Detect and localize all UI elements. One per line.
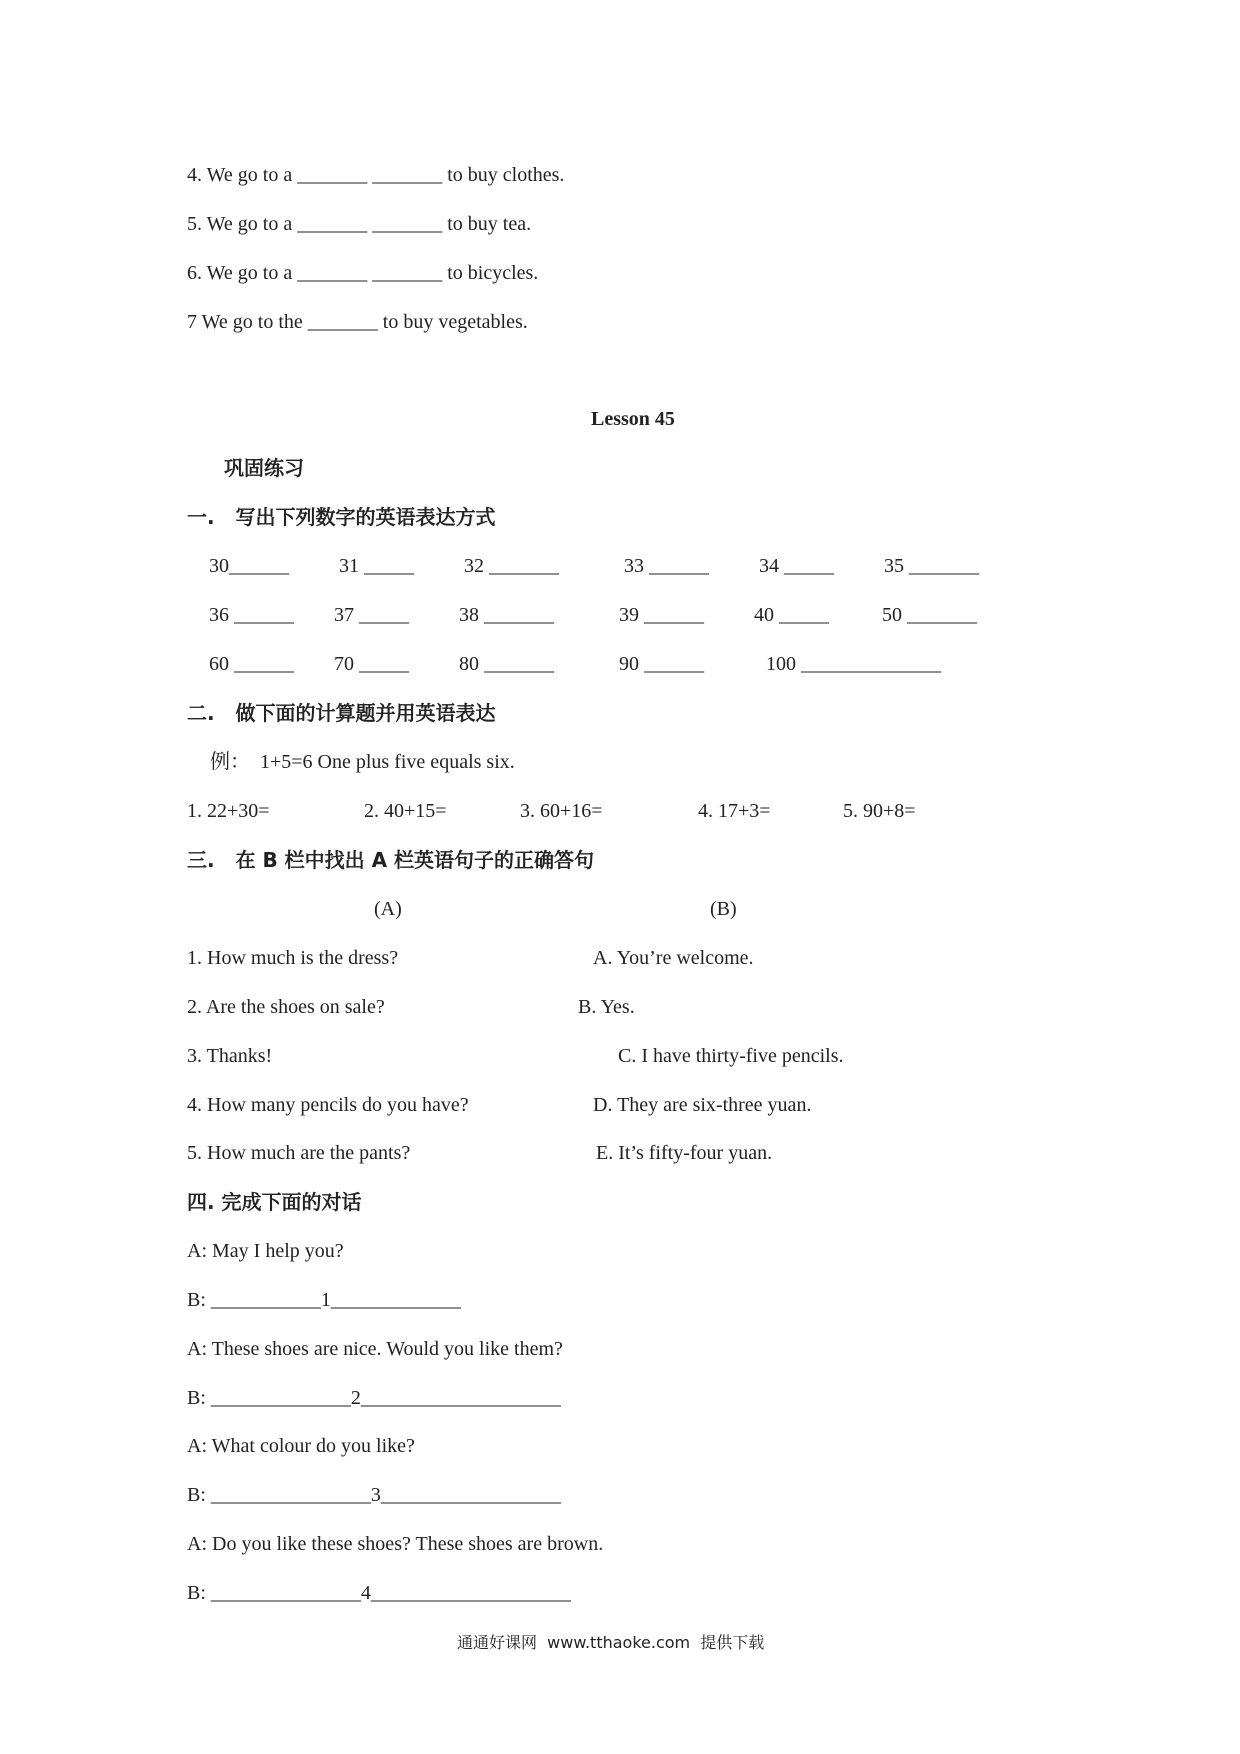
dialogue-line: A: These shoes are nice. Would you like them? (187, 1338, 563, 1360)
number-item: 38 _______ (459, 604, 554, 626)
math-problem: 2. 40+15= (364, 800, 447, 822)
math-problem: 3. 60+16= (520, 800, 603, 822)
dialogue-line: A: May I help you? (187, 1240, 344, 1262)
number-item: 100 ______________ (766, 653, 941, 675)
math-problem: 5. 90+8= (843, 800, 916, 822)
number-item: 90 ______ (619, 653, 704, 675)
dialogue-line: A: What colour do you like? (187, 1435, 415, 1457)
math-problem: 4. 17+3= (698, 800, 771, 822)
number-item: 30______ (209, 555, 289, 577)
number-item: 31 _____ (339, 555, 414, 577)
column-b-label: (B) (710, 898, 737, 920)
dialogue-line: A: Do you like these shoes? These shoes are brown. (187, 1533, 604, 1555)
answer-b: E. It’s fifty-four yuan. (596, 1142, 773, 1164)
lesson-title: Lesson 45 (591, 408, 675, 430)
answer-b: B. Yes. (578, 996, 635, 1018)
question-a: 5. How much are the pants? (187, 1142, 411, 1164)
footer-credit: 通通好课网 www.tthaoke.com 提供下载 (457, 1633, 765, 1652)
example-line: 例： 1+5=6 One plus five equals six. (210, 751, 515, 773)
dialogue-line: B: ___________1_____________ (187, 1289, 461, 1311)
section-heading: 巩固练习 (224, 456, 304, 480)
dialogue-line: B: _______________4____________________ (187, 1582, 571, 1604)
question-a: 2. Are the shoes on sale? (187, 996, 385, 1018)
part3-heading: 三. 在 B 栏中找出 A 栏英语句子的正确答句 (187, 848, 595, 872)
fill-in-line: 4. We go to a _______ _______ to buy clothes. (187, 164, 565, 186)
dialogue-line: B: ________________3__________________ (187, 1484, 561, 1506)
answer-b: A. You’re welcome. (593, 947, 754, 969)
math-problem: 1. 22+30= (187, 800, 270, 822)
number-item: 40 _____ (754, 604, 829, 626)
fill-in-line: 5. We go to a _______ _______ to buy tea. (187, 213, 532, 235)
question-a: 1. How much is the dress? (187, 947, 399, 969)
number-item: 80 _______ (459, 653, 554, 675)
answer-b: D. They are six-three yuan. (593, 1094, 812, 1116)
part2-heading: 二. 做下面的计算题并用英语表达 (187, 701, 496, 725)
answer-b: C. I have thirty-five pencils. (618, 1045, 844, 1067)
part1-heading: 一. 写出下列数字的英语表达方式 (187, 505, 496, 529)
number-item: 60 ______ (209, 653, 294, 675)
number-item: 32 _______ (464, 555, 559, 577)
column-a-label: (A) (374, 898, 402, 920)
number-item: 50 _______ (882, 604, 977, 626)
number-item: 35 _______ (884, 555, 979, 577)
number-item: 39 ______ (619, 604, 704, 626)
number-item: 34 _____ (759, 555, 834, 577)
dialogue-line: B: ______________2____________________ (187, 1387, 561, 1409)
question-a: 3. Thanks! (187, 1045, 273, 1067)
fill-in-line: 7 We go to the _______ to buy vegetables. (187, 311, 528, 333)
number-item: 70 _____ (334, 653, 409, 675)
question-a: 4. How many pencils do you have? (187, 1094, 469, 1116)
number-item: 36 ______ (209, 604, 294, 626)
part4-heading: 四. 完成下面的对话 (187, 1190, 362, 1214)
number-item: 33 ______ (624, 555, 709, 577)
fill-in-line: 6. We go to a _______ _______ to bicycles. (187, 262, 539, 284)
number-item: 37 _____ (334, 604, 409, 626)
